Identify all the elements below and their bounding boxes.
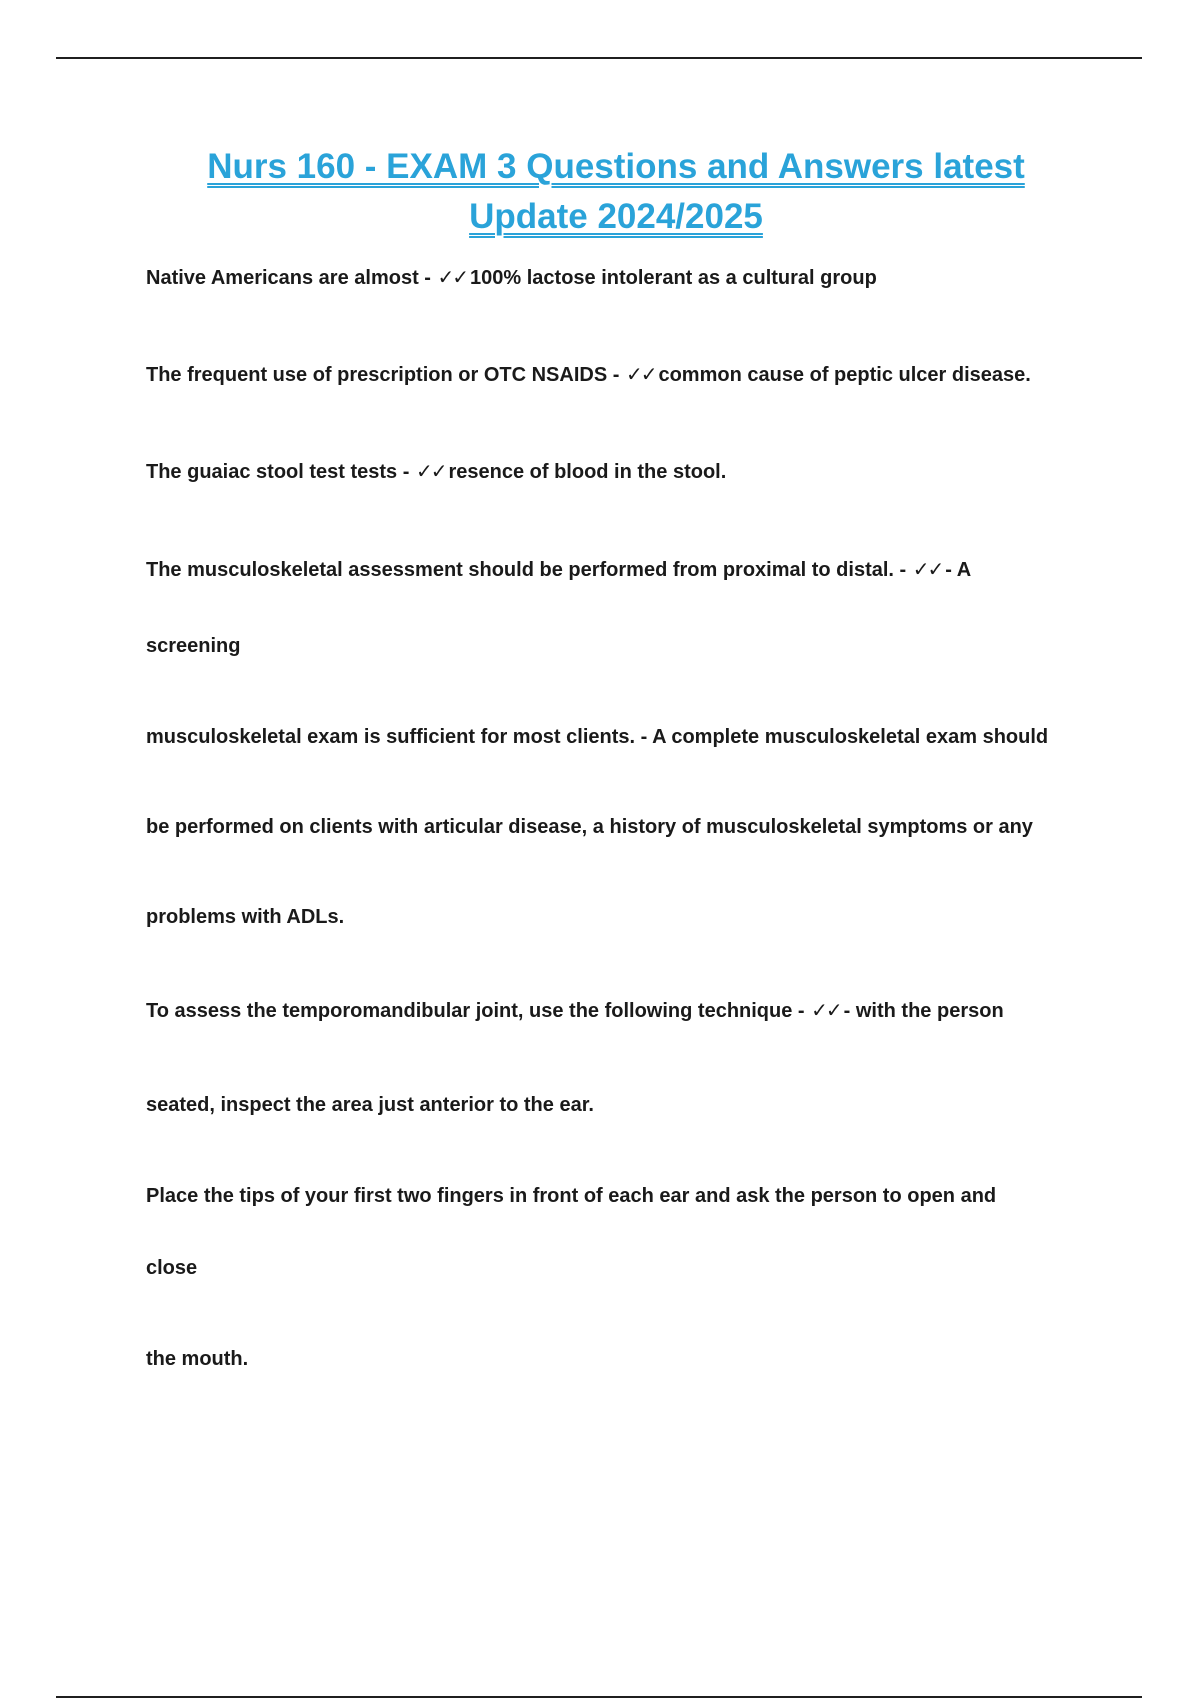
question-text: The guaiac stool test tests - — [146, 461, 415, 483]
title-line-1: Nurs 160 - EXAM 3 Questions and Answers latest — [207, 147, 1025, 186]
body-line: musculoskeletal exam is sufficient for most clients. - A complete musculoskeletal exam should — [146, 726, 1049, 748]
qa-line-musculoskeletal — [146, 556, 971, 583]
bottom-rule — [56, 1696, 1142, 1698]
answer-text: - with the person — [843, 1000, 1004, 1022]
body-line: screening — [146, 635, 241, 657]
top-rule — [56, 57, 1142, 59]
body-line: close — [146, 1257, 198, 1279]
body-line: the mouth. — [146, 1348, 249, 1370]
body-line: problems with ADLs. — [146, 906, 345, 928]
document-title — [120, 142, 1112, 242]
answer-text: common cause of peptic ulcer disease. — [658, 364, 1031, 386]
question-text: The frequent use of prescription or OTC NSAIDS - — [146, 364, 625, 386]
qa-line-tmj — [146, 997, 1004, 1024]
qa-line-guaiac — [146, 458, 726, 485]
double-check-icon: ✓✓ — [437, 265, 468, 289]
double-check-icon: ✓✓ — [415, 459, 446, 483]
answer-text: resence of blood in the stool. — [448, 461, 727, 483]
body-line: be performed on clients with articular disease, a history of musculoskeletal symptoms or any — [146, 816, 1033, 838]
double-check-icon: ✓✓ — [912, 557, 943, 581]
question-text: To assess the temporomandibular joint, use the following technique - — [146, 1000, 811, 1022]
qa-line-native-americans — [146, 264, 877, 291]
answer-text: - A — [945, 559, 972, 581]
qa-line-nsaids — [146, 361, 1031, 388]
question-text: The musculoskeletal assessment should be performed from proximal to distal. - — [146, 559, 912, 581]
question-text: Native Americans are almost - — [146, 267, 437, 289]
body-line: seated, inspect the area just anterior to the ear. — [146, 1094, 594, 1116]
body-line: Place the tips of your first two fingers in front of each ear and ask the person to open and — [146, 1185, 997, 1207]
double-check-icon: ✓✓ — [811, 998, 841, 1022]
double-check-icon: ✓✓ — [625, 362, 656, 386]
answer-text: 100% lactose intolerant as a cultural group — [470, 267, 877, 289]
title-line-2: Update 2024/2025 — [469, 197, 763, 236]
